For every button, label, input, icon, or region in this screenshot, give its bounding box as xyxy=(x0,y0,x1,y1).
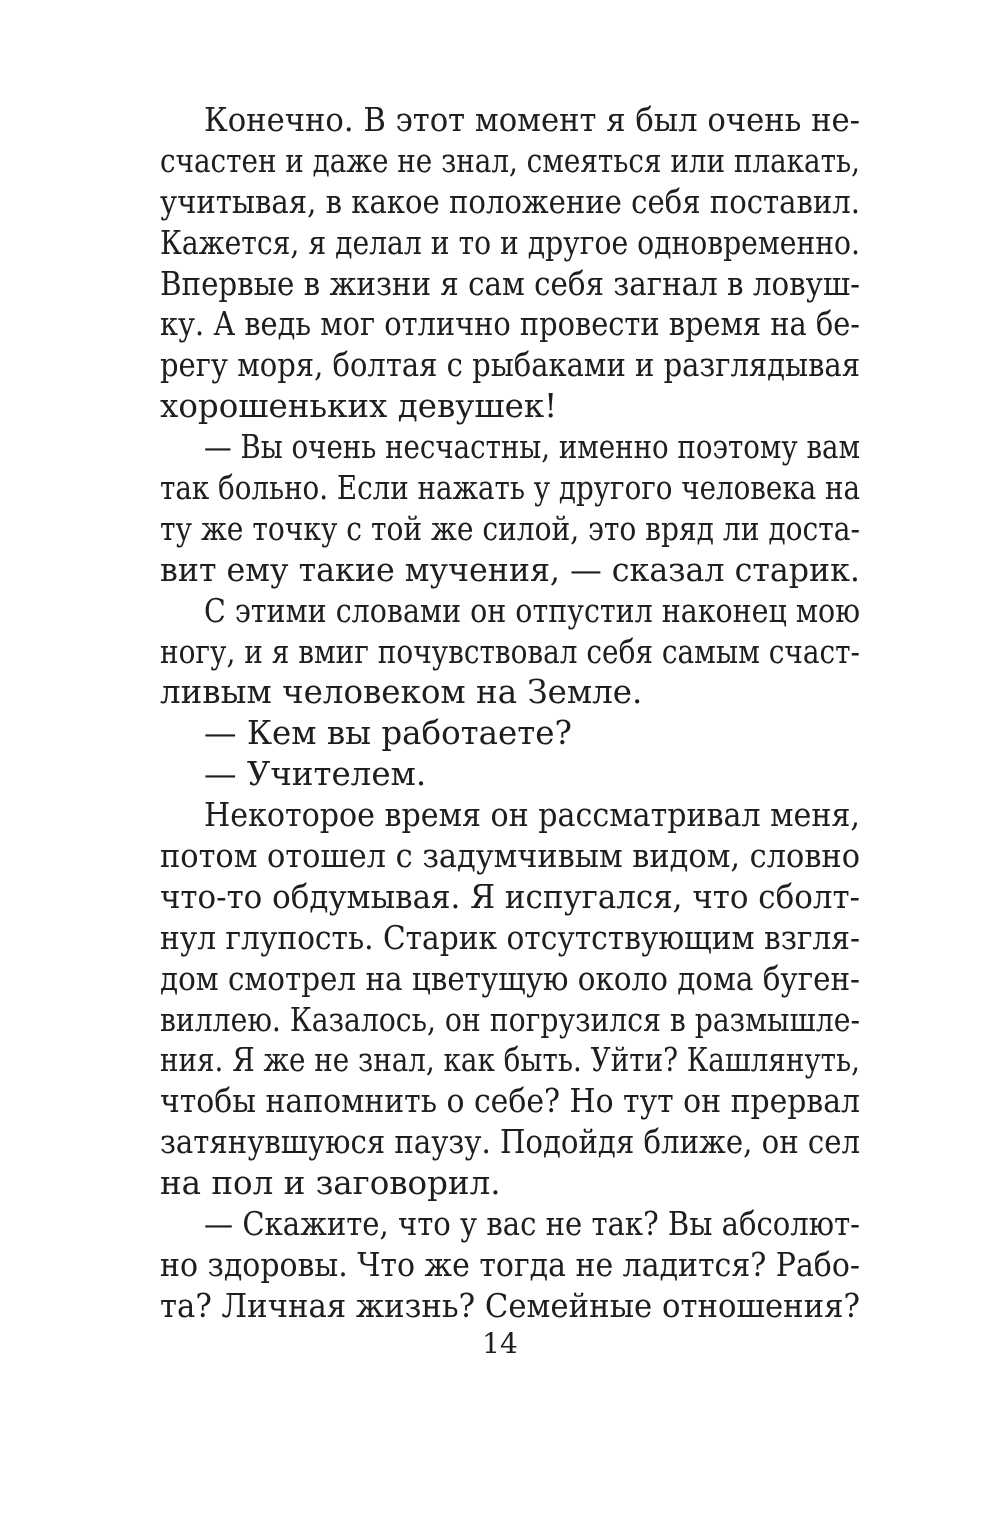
body-text xyxy=(160,100,860,1327)
text-line: та? Личная жизнь? Семейные отношения? xyxy=(160,1286,860,1325)
text-line: так больно. Если нажать у другого человека на xyxy=(160,469,860,508)
text-line: Кажется, я делал и то и другое одновременно. xyxy=(160,223,860,262)
text-line: С этими словами он отпустил наконец мою xyxy=(204,591,860,630)
text-line: нул глупость. Старик отсутствующим взгля- xyxy=(160,918,860,957)
text-line: затянувшуюся паузу. Подойдя ближе, он сел xyxy=(160,1123,860,1162)
text-line: регу моря, болтая с рыбаками и разглядывая xyxy=(160,346,860,385)
text-line: — Кем вы работаете? xyxy=(204,714,572,753)
text-line: Впервые в жизни я сам себя загнал в ловуш- xyxy=(160,264,860,303)
text-line: Конечно. В этот момент я был очень не- xyxy=(204,101,860,139)
text-line: — Скажите, что у вас не так? Вы абсолют- xyxy=(204,1205,860,1244)
text-line: хорошеньких девушек! xyxy=(160,387,558,426)
text-line: виллею. Казалось, он погрузился в размышле- xyxy=(160,1000,860,1039)
text-line: ния. Я же не знал, как быть. Уйти? Кашлянуть, xyxy=(160,1041,860,1080)
text-line: вит ему такие мучения, — сказал старик. xyxy=(160,550,860,589)
text-line: — Учителем. xyxy=(204,755,427,794)
text-line: на пол и заговорил. xyxy=(160,1164,501,1203)
text-line: ку. А ведь мог отлично провести время на бе- xyxy=(160,305,860,344)
text-line: учитывая, в какое положение себя поставил. xyxy=(160,182,860,221)
text-line: — Вы очень несчастны, именно поэтому вам xyxy=(204,428,860,467)
text-line: дом смотрел на цветущую около дома буген- xyxy=(160,959,860,998)
text-line: ту же точку с той же силой, это вряд ли доста- xyxy=(160,509,860,548)
text-line: счастен и даже не знал, смеяться или плакать, xyxy=(160,141,860,180)
text-line: Некоторое время он рассматривал меня, xyxy=(204,796,860,835)
text-line: что-то обдумывая. Я испугался, что сболт- xyxy=(160,877,860,916)
page-number: 14 xyxy=(482,1327,518,1360)
text-line: но здоровы. Что же тогда не ладится? Рабо- xyxy=(160,1245,860,1284)
text-line: ливым человеком на Земле. xyxy=(160,673,643,712)
text-line: чтобы напомнить о себе? Но тут он прервал xyxy=(160,1082,860,1121)
text-line: потом отошел с задумчивым видом, словно xyxy=(160,837,860,876)
text-line: ногу, и я вмиг почувствовал себя самым счаст- xyxy=(160,632,860,671)
